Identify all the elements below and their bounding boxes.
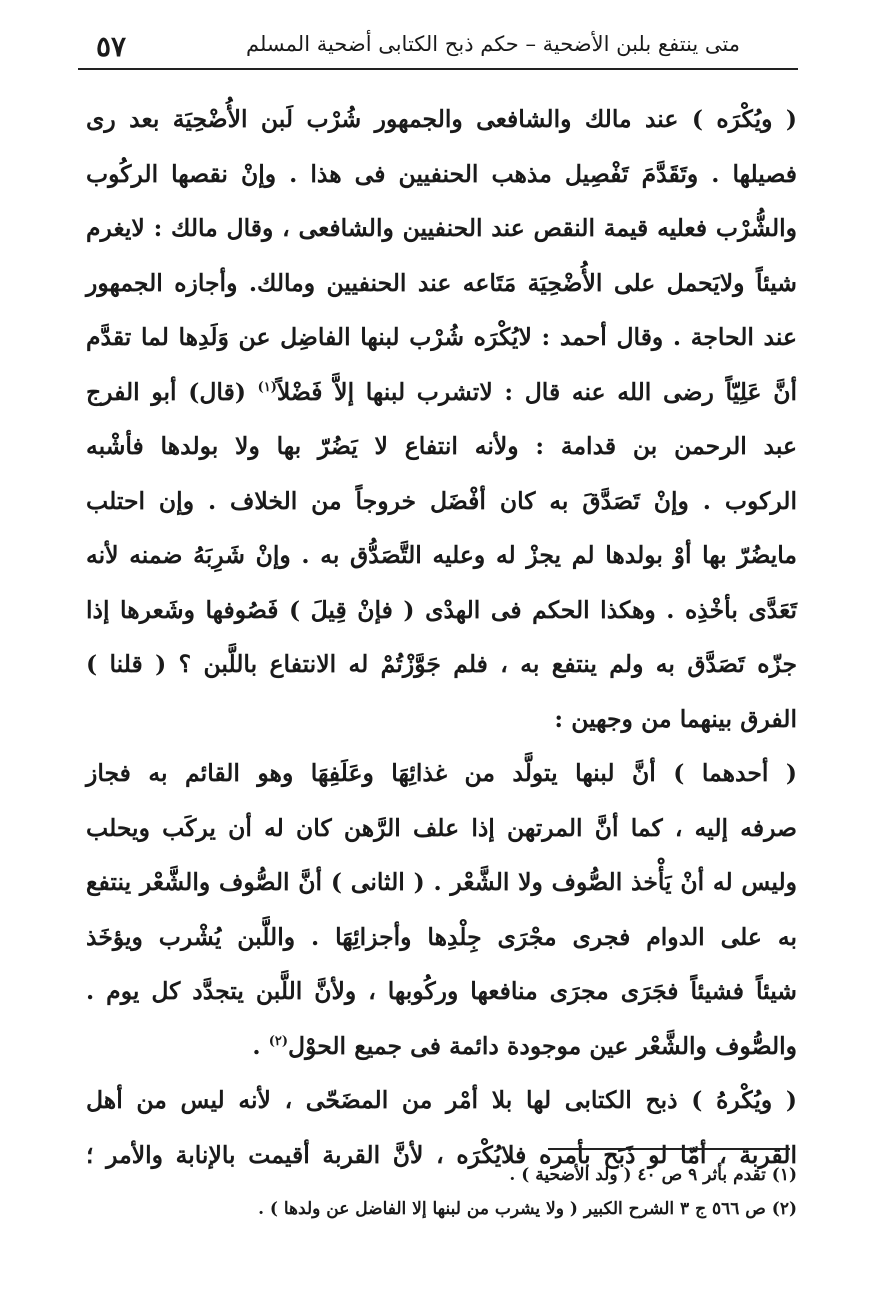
text-line: ( ويُكْرهُ ) ذبح الكتابى لها بلا أمْر من المضَحّى ، لأنه ليس من أهل (86, 1086, 797, 1114)
text-line: به على الدوام فجرى مجْرَى جِلْدِها وأجزائِهَا . واللَّبن يُشْرب ويؤخَذ (86, 922, 798, 951)
text-line: فصيلها . وتَقَدَّمَ تَفْصِيل مذهب الحنفيين فى هذا . وإنْ نقصها الركُوب (86, 159, 797, 188)
text-line: وليس له أنْ يَأْخذ الصُّوف ولا الشَّعْر . ( الثانى ) أنَّ الصُّوف والشَّعْر ينتفع (86, 868, 797, 896)
footnote-marker: (٢) (268, 1033, 288, 1049)
footnote: (١) تقدم بأثر ٩ ص ٤٠ ( ولد الأضحية ) . (509, 1165, 797, 1185)
text-line: شيئاً فشيئاً فجَرَى مجرَى منافعها وركُوبها ، ولأنَّ اللَّبن يتجدَّد كل يوم . (86, 977, 797, 1005)
text-line: القربة ، أمّا لو ذَبَح بأمره فلايُكْرَه ، لأنَّ القربة أقيمت بالإنابة والأمر ؛ (86, 1140, 797, 1169)
text-line: عند الحاجة . وقال أحمد : لايُكْرَه شُرْب لبنها الفاضِل عن وَلَدِها لما تقدَّم (86, 323, 797, 351)
text-line: الفرق بينهما من وجهين : (554, 704, 797, 733)
footnote: (٢) ص ٥٦٦ ج ٣ الشرح الكبير ( ولا يشرب من لبنها إلا الفاضل عن ولدها ) . (258, 1199, 797, 1219)
text-line: ( أحدهما ) أنَّ لبنها يتولَّد من غذائِهَا وعَلَفِهَا وهو القائم به فجاز (86, 759, 797, 787)
text-line: عبد الرحمن بن قدامة : ولأنه انتفاع لا يَضُرّ بها ولا بولدها فأشْبه (86, 432, 797, 460)
text-line-with-note (86, 365, 797, 420)
text-fragment: (قال) أبو الفرج (86, 377, 246, 406)
text-line: الركوب . وإنْ تَصَدَّقَ به كان أفْضَل خروجاً من الخلاف . وإن احتلب (86, 486, 797, 515)
body-text (86, 92, 797, 1182)
running-title: متى ينتفع بلبن الأضحية – حكم ذبح الكتابى أضحية المسلم (246, 32, 740, 56)
footnote-marker: (١) (257, 379, 277, 395)
text-fragment: أنَّ عَلِيّاً رضى الله عنه قال : لاتشرب لبنها إلاَّ فَضْلاً (276, 377, 797, 406)
text-line: مايضُرّ بها أوْ بولدها لم يجزْ له وعليه التَّصَدُّق به . وإنْ شَرِبَهُ ضمنه لأنه (86, 541, 797, 569)
text-fragment: . (252, 1031, 261, 1060)
text-line: صرفه إليه ، كما أنَّ المرتهن إذا علف الرَّهن كان له أن يركَب ويحلب (86, 813, 797, 842)
text-line: ( ويُكْرَه ) عند مالك والشافعى والجمهور شُرْب لَبن الأُضْحِيَة بعد رى (86, 105, 797, 133)
text-line: جزّه تَصَدَّق به ولم ينتفع به ، فلم جَوَّزْتُمْ له الانتفاع باللَّبن ؟ ( قلنا ) (86, 650, 797, 678)
text-fragment: والصُّوف والشَّعْر عين موجودة دائمة فى جميع الحوْل (288, 1031, 797, 1060)
page-header (78, 28, 798, 70)
footnote-divider (548, 1148, 790, 1150)
text-line: والشُّرْب فعليه قيمة النقص عند الحنفيين والشافعى ، وقال مالك : لايغرم (86, 214, 797, 242)
page-number: ٥٧ (96, 30, 127, 63)
text-line: شيئاً ولايَحمل على الأُضْحِيَة مَتَاعه عند الحنفيين ومالك. وأجازه الجمهور (86, 268, 797, 297)
text-line-with-note (86, 1019, 797, 1074)
footnotes (120, 1158, 797, 1226)
text-line: تَعَدَّى بأخْذِه . وهكذا الحكم فى الهدْى ( فإنْ قِيلَ ) فَصُوفها وشَعرها إذا (86, 595, 797, 624)
